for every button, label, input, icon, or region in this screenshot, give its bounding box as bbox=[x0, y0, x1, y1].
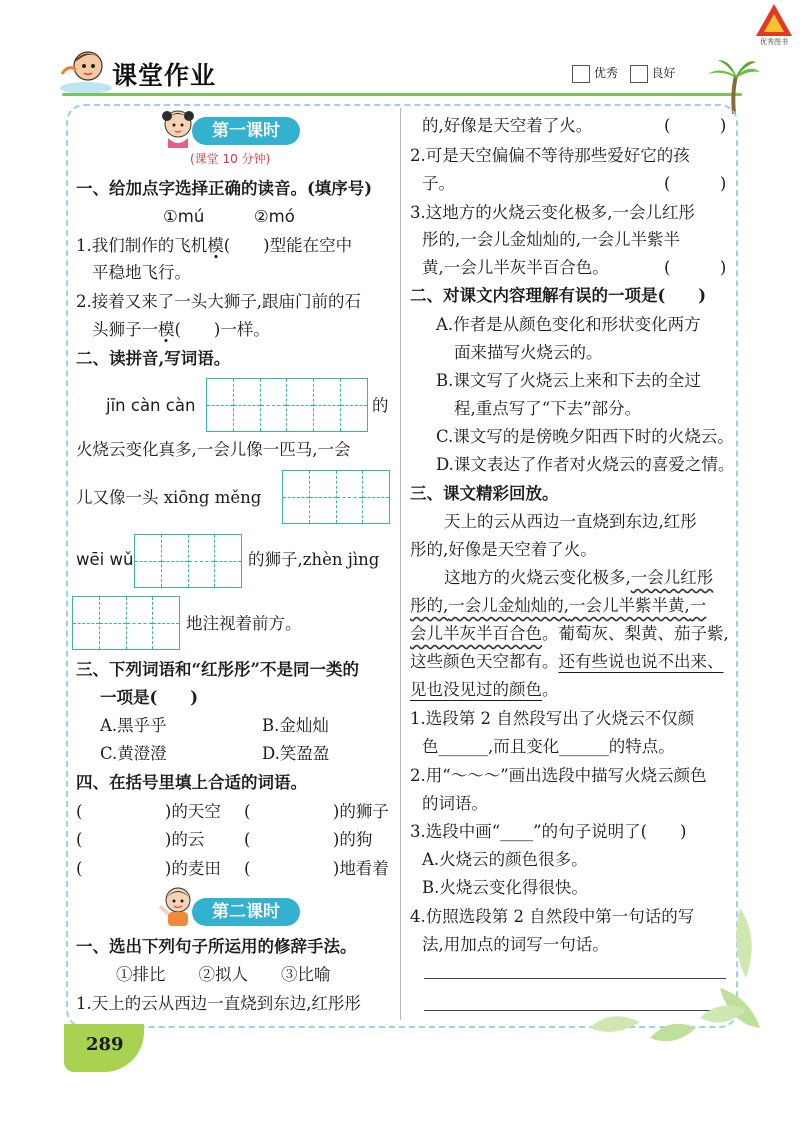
l2-q1-s2-line2: 子。 bbox=[422, 174, 455, 193]
l1-q2-text-5: 地注视着前方。 bbox=[186, 614, 302, 633]
l2-q1-s3-line1: 3.这地方的火烧云变化极多,一会儿红彤 bbox=[410, 203, 695, 222]
l2-q2-option-b-1[interactable]: B.课文写了火烧云上来和下去的全过 bbox=[436, 371, 701, 390]
l1-q1-title: 一、给加点字选择正确的读音。(填序号) bbox=[76, 179, 373, 198]
rating-checkbox-excellent[interactable] bbox=[572, 65, 590, 83]
l1-q2-text-1: 的 bbox=[372, 396, 389, 415]
l2-q1-s3-line3: 黄,一会儿半灰半百合色。 bbox=[422, 258, 609, 277]
pinyin-jin-can-can: jīn càn càn bbox=[106, 396, 196, 415]
page-number: 289 bbox=[86, 1034, 124, 1055]
l2-q3-item1-line2[interactable]: 色______,而且变化______的特点。 bbox=[422, 737, 675, 756]
wavy-line-sample: ～～～ bbox=[450, 766, 501, 785]
l1-q4-blank-2a[interactable]: ( )的云 bbox=[76, 830, 205, 849]
l1-q4-blank-1a[interactable]: ( )的天空 bbox=[76, 802, 221, 821]
l2-q2-option-a-1[interactable]: A.作者是从颜色变化和形状变化两方 bbox=[436, 315, 701, 334]
l2-q3-item3-option-b[interactable]: B.火烧云变化得很快。 bbox=[422, 878, 588, 897]
l2-q2-option-c[interactable]: C.课文写的是傍晚夕阳西下时的火烧云。 bbox=[436, 427, 734, 446]
l1-q4-blank-2b[interactable]: ( )的狗 bbox=[244, 830, 373, 849]
writing-grid-2[interactable] bbox=[282, 470, 390, 524]
dotted-char: 模 bbox=[207, 236, 224, 255]
passage-p2-line1: 这地方的火烧云变化极多,一会儿红彤 bbox=[444, 568, 714, 587]
l1-q4-blank-3a[interactable]: ( )的麦田 bbox=[76, 859, 221, 878]
rating-area bbox=[572, 64, 676, 83]
l2-q3-item2-line1: 2.用“～～～”画出选段中描写火烧云颜色 bbox=[410, 766, 707, 785]
l2-q3-item3[interactable]: 3.选段中画“____”的句子说明了( ) bbox=[410, 822, 687, 841]
l1-q1-options: ①mú ②mó bbox=[163, 207, 295, 226]
l2-q3-item2-line2: 的词语。 bbox=[422, 794, 488, 813]
l1-q2-text-4: 的狮子,zhèn jìng bbox=[248, 550, 380, 569]
l1-q4-blank-3b[interactable]: ( )地看着 bbox=[244, 859, 389, 878]
l1-q1-item1-line2: 平稳地飞行。 bbox=[92, 263, 191, 282]
passage-p1-line2: 彤的,好像是天空着了火。 bbox=[410, 540, 597, 559]
rating-label-good: 良好 bbox=[651, 66, 676, 80]
l2-q3-title: 三、课文精彩回放。 bbox=[410, 484, 559, 503]
l2-q1-s1-line1: 1.天上的云从西边一直烧到东边,红彤彤 bbox=[76, 994, 361, 1013]
l2-q1-title: 一、选出下列句子所运用的修辞手法。 bbox=[76, 937, 357, 956]
l2-q3-item1-line1: 1.选段第 2 自然段写出了火烧云不仅颜 bbox=[410, 709, 695, 728]
passage-p2-line3: 会儿半灰半百合色。葡萄灰、梨黄、茄子紫, bbox=[410, 624, 729, 643]
l1-q2-text-3: 儿又像一头 xiōng měng bbox=[76, 488, 262, 507]
l2-q1-options: ①排比 ②拟人 ③比喻 bbox=[116, 965, 331, 984]
dotted-char: 模 bbox=[158, 320, 175, 339]
l2-q2-option-b-2: 程,重点写了“下去”部分。 bbox=[454, 399, 642, 418]
l1-q3-option-b[interactable]: B.金灿灿 bbox=[262, 716, 329, 735]
l1-q1-item2-line1: 2.接着又来了一头大狮子,跟庙门前的石 bbox=[76, 292, 361, 311]
l2-q2-title: 二、对课文内容理解有误的一项是( ) bbox=[410, 286, 707, 305]
publisher-logo-icon bbox=[752, 2, 796, 46]
writing-grid-1[interactable] bbox=[206, 378, 368, 432]
l1-q3-title-2: 一项是( ) bbox=[100, 688, 199, 707]
l1-q3-option-a[interactable]: A.黑乎乎 bbox=[100, 716, 167, 735]
passage-p2-line5: 见也没见过的颜色。 bbox=[410, 680, 559, 699]
l2-q3-item3-option-a[interactable]: A.火烧云的颜色很多。 bbox=[422, 850, 588, 869]
writing-grid-3[interactable] bbox=[134, 534, 242, 588]
l1-q1-item1-line1: 1.我们制作的飞机模( )型能在空中 bbox=[76, 236, 353, 255]
lesson2-badge: 第二课时 bbox=[192, 898, 300, 926]
passage-p1-line1: 天上的云从西边一直烧到东边,红彤 bbox=[444, 512, 697, 531]
l1-q1-item2-line2: 头狮子一模( )一样。 bbox=[92, 320, 270, 339]
l1-q4-title: 四、在括号里填上合适的词语。 bbox=[76, 773, 307, 792]
l2-q1-s1-answer[interactable]: ( ) bbox=[664, 116, 727, 135]
l2-q1-s2-answer[interactable]: ( ) bbox=[664, 174, 727, 193]
lesson1-time: (课堂 10 分钟) bbox=[190, 152, 271, 166]
svg-text:优秀图书: 优秀图书 bbox=[760, 38, 788, 46]
column-divider bbox=[400, 108, 401, 1020]
l1-q3-title-1: 三、下列词语和“红彤彤”不是同一类的 bbox=[76, 660, 359, 679]
page-number-badge bbox=[64, 1024, 144, 1072]
lesson1-badge: 第一课时 bbox=[192, 117, 300, 145]
l2-q1-s2-line1: 2.可是天空偏偏不等待那些爱好它的孩 bbox=[410, 146, 690, 165]
page-header-title: 课堂作业 bbox=[112, 61, 217, 90]
l1-q4-blank-1b[interactable]: ( )的狮子 bbox=[244, 802, 389, 821]
mascot-icon bbox=[56, 44, 114, 96]
header-underline bbox=[62, 93, 742, 96]
l1-q2-title: 二、读拼音,写词语。 bbox=[76, 349, 231, 368]
l2-q2-option-d[interactable]: D.课文表达了作者对火烧云的喜爱之情。 bbox=[436, 455, 735, 474]
l1-q2-text-2: 火烧云变化真多,一会儿像一匹马,一会 bbox=[76, 440, 351, 459]
l2-q1-s3-answer[interactable]: ( ) bbox=[664, 258, 727, 277]
l1-q3-option-d[interactable]: D.笑盈盈 bbox=[262, 744, 330, 763]
rating-label-excellent: 优秀 bbox=[593, 66, 618, 80]
rating-checkbox-good[interactable] bbox=[630, 65, 648, 83]
l2-q2-option-a-2: 面来描写火烧云的。 bbox=[454, 343, 603, 362]
l2-q1-s1-line2: 的,好像是天空着了火。 bbox=[422, 116, 593, 135]
passage-p2-line4: 这些颜色天空都有。还有些说也说不出来、 bbox=[410, 652, 724, 671]
writing-grid-4[interactable] bbox=[72, 596, 180, 650]
leaves-decoration-icon bbox=[570, 898, 770, 1058]
passage-p2-line2: 彤的,一会儿金灿灿的,一会儿半紫半黄,一 bbox=[410, 596, 707, 615]
l2-q3-item4-line2: 法,用加点的词写一句话。 bbox=[422, 935, 609, 954]
l1-q3-option-c[interactable]: C.黄澄澄 bbox=[100, 744, 167, 763]
l2-q3-item4-line1: 4.仿照选段第 2 自然段中第一句话的写 bbox=[410, 907, 695, 926]
l2-q1-s3-line2: 彤的,一会儿金灿灿的,一会儿半紫半 bbox=[422, 230, 680, 249]
pinyin-wei-wu: wēi wǔ bbox=[76, 550, 134, 569]
